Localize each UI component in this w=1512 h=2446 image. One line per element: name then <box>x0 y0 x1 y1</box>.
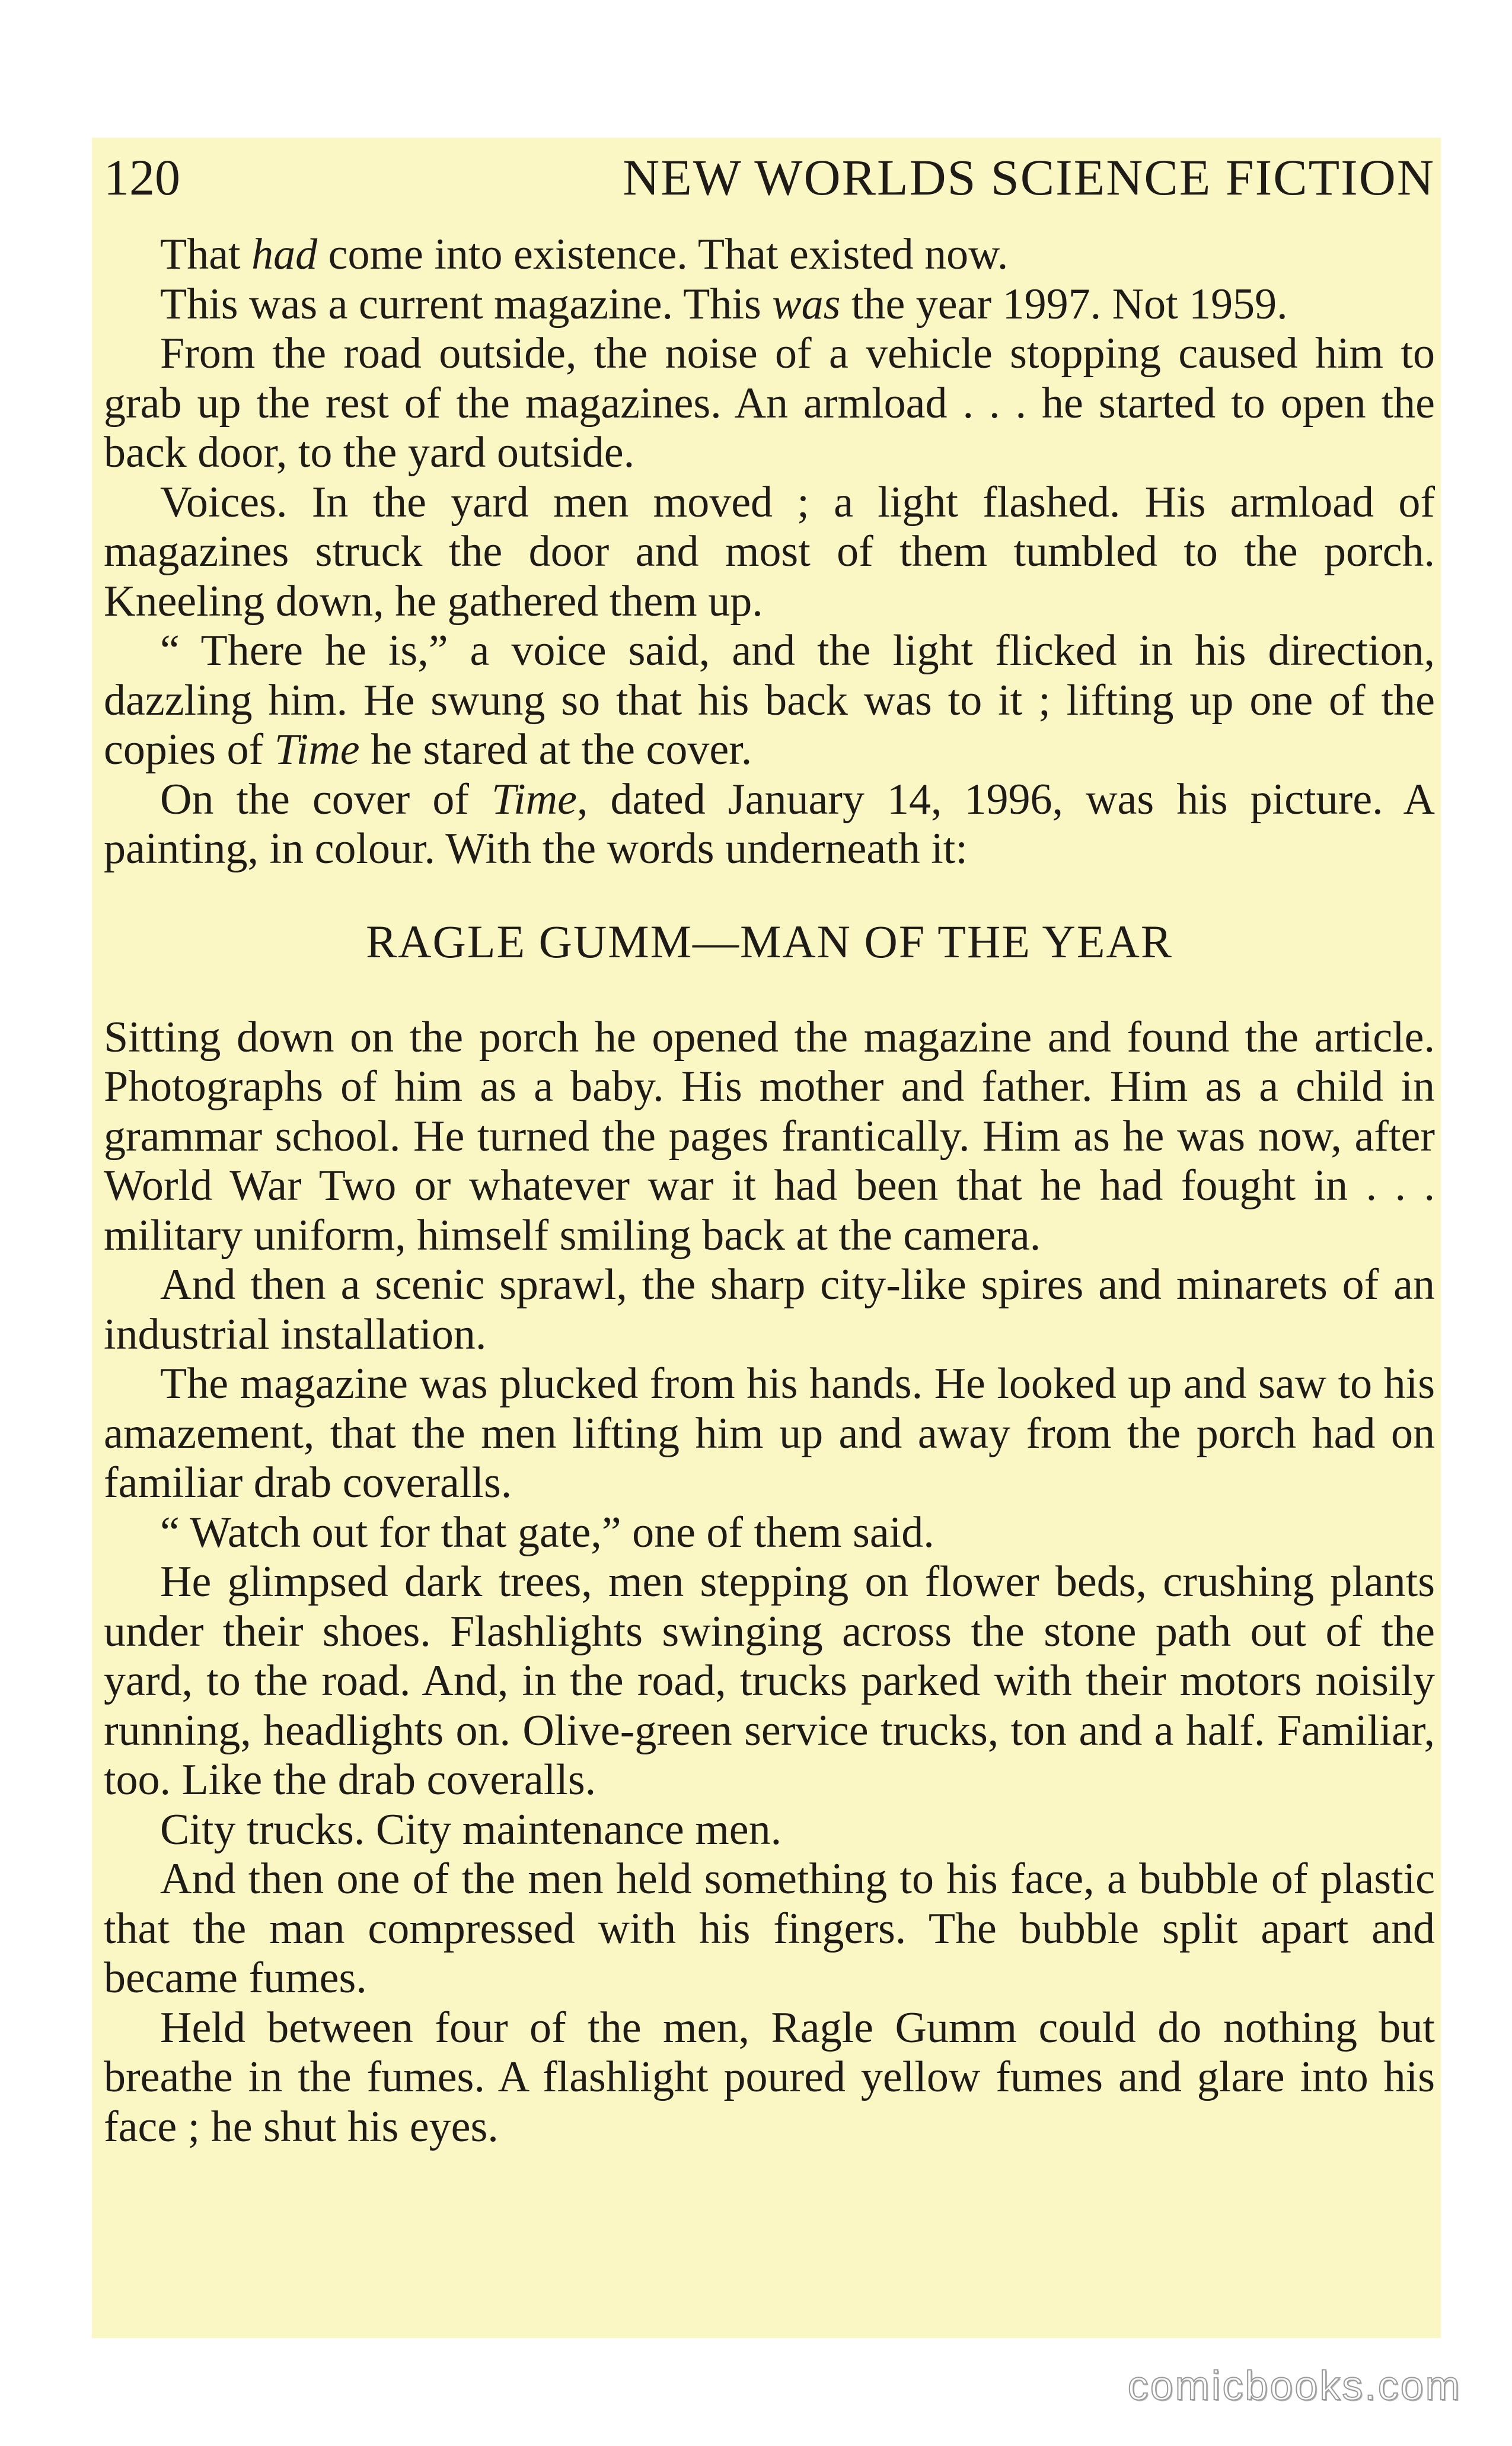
paragraph: Held between four of the men, Ragle Gumm could do nothing but breathe in the fumes. A flashlight poured yellow fumes and glare into his face ; he shut his eyes. <box>104 2003 1435 2151</box>
body-text <box>104 230 1435 2152</box>
paragraph: This was a current magazine. This was the year 1997. Not 1959. <box>160 279 1288 329</box>
magazine-title: NEW WORLDS SCIENCE FICTION <box>623 149 1435 206</box>
paragraph: And then one of the men held something to his face, a bubble of plastic that the man compressed with his fingers. The bubble split apart and became fumes. <box>104 1855 1435 2002</box>
paragraph: That had come into existence. That existed now. <box>160 230 1009 279</box>
paragraph: “ Watch out for that gate,” one of them said. <box>160 1508 934 1557</box>
paragraph: Sitting down on the porch he opened the magazine and found the article. Photographs of him as a baby. His mother and father. Him as a child in grammar school. He turned the pages frantically. Him as he was now, after World War Two or whatever war it had been that he had fought in . . . military uniform, himself smiling back at the camera. <box>104 1012 1435 1260</box>
running-head <box>104 145 1435 210</box>
book-page <box>92 138 1441 2338</box>
page-number: 120 <box>104 149 180 206</box>
paragraph: Voices. In the yard men moved ; a light flashed. His armload of magazines struck the door and most of them tumbled to the porch. Kneeling down, he gathered them up. <box>104 477 1435 626</box>
site-watermark: comicbooks.com <box>1127 2362 1462 2409</box>
paragraph: City trucks. City maintenance men. <box>160 1805 782 1854</box>
paragraph: And then a scenic sprawl, the sharp city-like spires and minarets of an industrial installation. <box>104 1260 1435 1359</box>
paragraph: From the road outside, the noise of a vehicle stopping caused him to grab up the rest of the magazines. An armload . . . he started to open the back door, to the yard outside. <box>104 329 1435 477</box>
paragraph: He glimpsed dark trees, men stepping on flower beds, crushing plants under their shoes. Flashlights swinging across the stone path out of the yard, to the road. And, in the road, trucks parked with their motors noisily running, headlights on. Olive-green service trucks, ton and a half. Familiar, too. Like the drab coveralls. <box>104 1558 1435 1804</box>
paragraph: On the cover of Time, dated January 14, 1996, was his picture. A painting, in colour. With the words underneath it: <box>104 775 1435 873</box>
section-heading: RAGLE GUMM—MAN OF THE YEAR <box>366 915 1173 967</box>
paragraph: “ There he is,” a voice said, and the light flicked in his direction, dazzling him. He swung so that his back was to it ; lifting up one of the copies of Time he stared at the cover. <box>104 626 1435 774</box>
paragraph: The magazine was plucked from his hands. He looked up and saw to his amazement, that the men lifting him up and away from the porch had on familiar drab coveralls. <box>104 1359 1435 1507</box>
